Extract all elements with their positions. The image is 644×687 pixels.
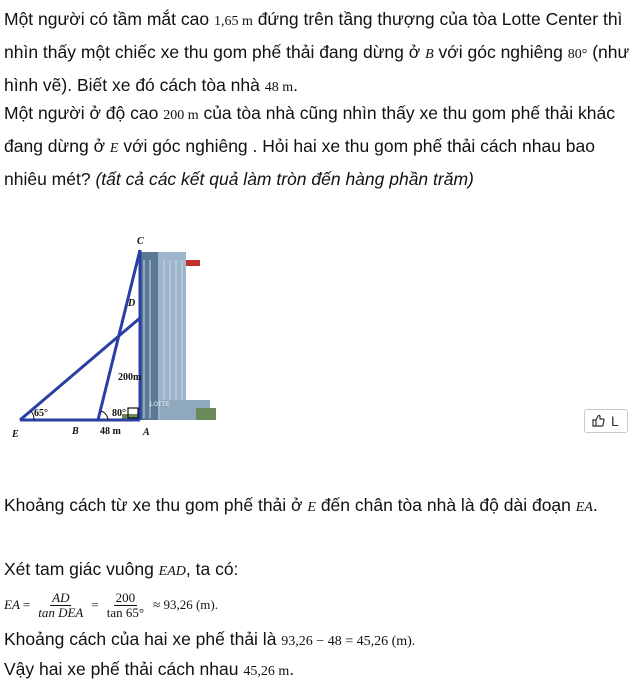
math-height: 1,65 m xyxy=(213,14,253,29)
hint-button[interactable] xyxy=(584,409,628,433)
math-point-e: E xyxy=(307,500,316,515)
label-d: D xyxy=(128,298,136,309)
rounding-note: (tất cả các kết quả làm tròn đến hàng phần trăm) xyxy=(95,169,474,189)
label-c: C xyxy=(137,236,144,247)
math-height: 200 m xyxy=(163,108,199,123)
label-e: E xyxy=(12,429,19,440)
problem-paragraph-2 xyxy=(4,98,640,194)
solution-line-4 xyxy=(4,654,640,687)
problem-paragraph-1 xyxy=(4,4,640,103)
math-calculation: 93,26 − 48 = 45,26 (m). xyxy=(281,634,416,649)
formula-equals: = xyxy=(22,597,31,612)
math-triangle-ead: EAD xyxy=(158,564,186,579)
label-200m: 200m xyxy=(118,372,142,383)
label-48m: 48 m xyxy=(100,426,121,437)
label-a: A xyxy=(143,427,150,438)
fraction-denominator: tan 65° xyxy=(106,604,145,620)
math-segment-ea: EA xyxy=(575,500,593,515)
text: với góc nghiêng . Hỏi hai xe thu gom phế thải cách nhau bao nhiêu mét? xyxy=(4,136,595,189)
text: Một người có tầm mắt cao xyxy=(4,9,214,29)
text: . xyxy=(592,495,598,515)
math-distance: 48 m xyxy=(264,80,294,95)
hint-icon xyxy=(591,414,605,428)
fraction-ad-over-tan xyxy=(36,591,85,620)
formula-lhs: EA xyxy=(4,597,20,612)
text: với góc nghiêng xyxy=(433,42,568,62)
text: Xét tam giác vuông xyxy=(4,559,159,579)
label-b: B xyxy=(72,426,79,437)
text: đến chân tòa nhà là độ dài đoạn xyxy=(315,495,576,515)
solution-line-1 xyxy=(4,490,640,523)
solution-line-3 xyxy=(4,624,640,657)
text: (như hình vẽ). Biết xe đó cách tòa nhà xyxy=(4,42,630,95)
text: của tòa nhà cũng nhìn thấy xe thu gom phế thải khác đang dừng ở xyxy=(4,103,615,156)
math-answer: 45,26 m xyxy=(243,664,290,679)
text: đứng trên tầng thượng của tòa Lotte Center thì nhìn thấy một chiếc xe thu gom phế thải đang dừng ở xyxy=(4,9,623,62)
formula-equals: = xyxy=(91,597,99,612)
text: . xyxy=(289,659,295,679)
text: , ta có: xyxy=(185,559,239,579)
text: . xyxy=(293,75,298,95)
fraction-numerator: AD xyxy=(52,589,70,605)
label-80deg: 80° xyxy=(112,408,126,419)
text: Vậy hai xe phế thải cách nhau xyxy=(4,659,244,679)
math-point-b: B xyxy=(425,47,434,62)
text: Khoảng cách từ xe thu gom phế thải ở xyxy=(4,495,308,515)
text: Khoảng cách của hai xe phế thải là xyxy=(4,629,282,649)
fraction-numerator: 200 xyxy=(115,589,136,605)
math-point-e: E xyxy=(109,141,119,156)
text: Một người ở độ cao xyxy=(4,103,164,123)
math-angle: 80° xyxy=(567,47,588,62)
hint-button-label: L xyxy=(611,413,619,429)
formula-result: ≈ 93,26 (m). xyxy=(153,597,218,612)
solution-formula xyxy=(4,588,218,622)
fraction-200-over-tan65 xyxy=(105,591,146,620)
problem-figure xyxy=(0,230,260,450)
lotte-building-image xyxy=(122,252,216,420)
solution-line-2 xyxy=(4,554,640,587)
building-sign: LOTTE xyxy=(150,402,170,408)
figure-diagram xyxy=(0,230,260,450)
segment-de xyxy=(20,318,140,420)
label-65deg: 65° xyxy=(34,408,48,419)
fraction-denominator: tan DEA xyxy=(38,604,84,620)
